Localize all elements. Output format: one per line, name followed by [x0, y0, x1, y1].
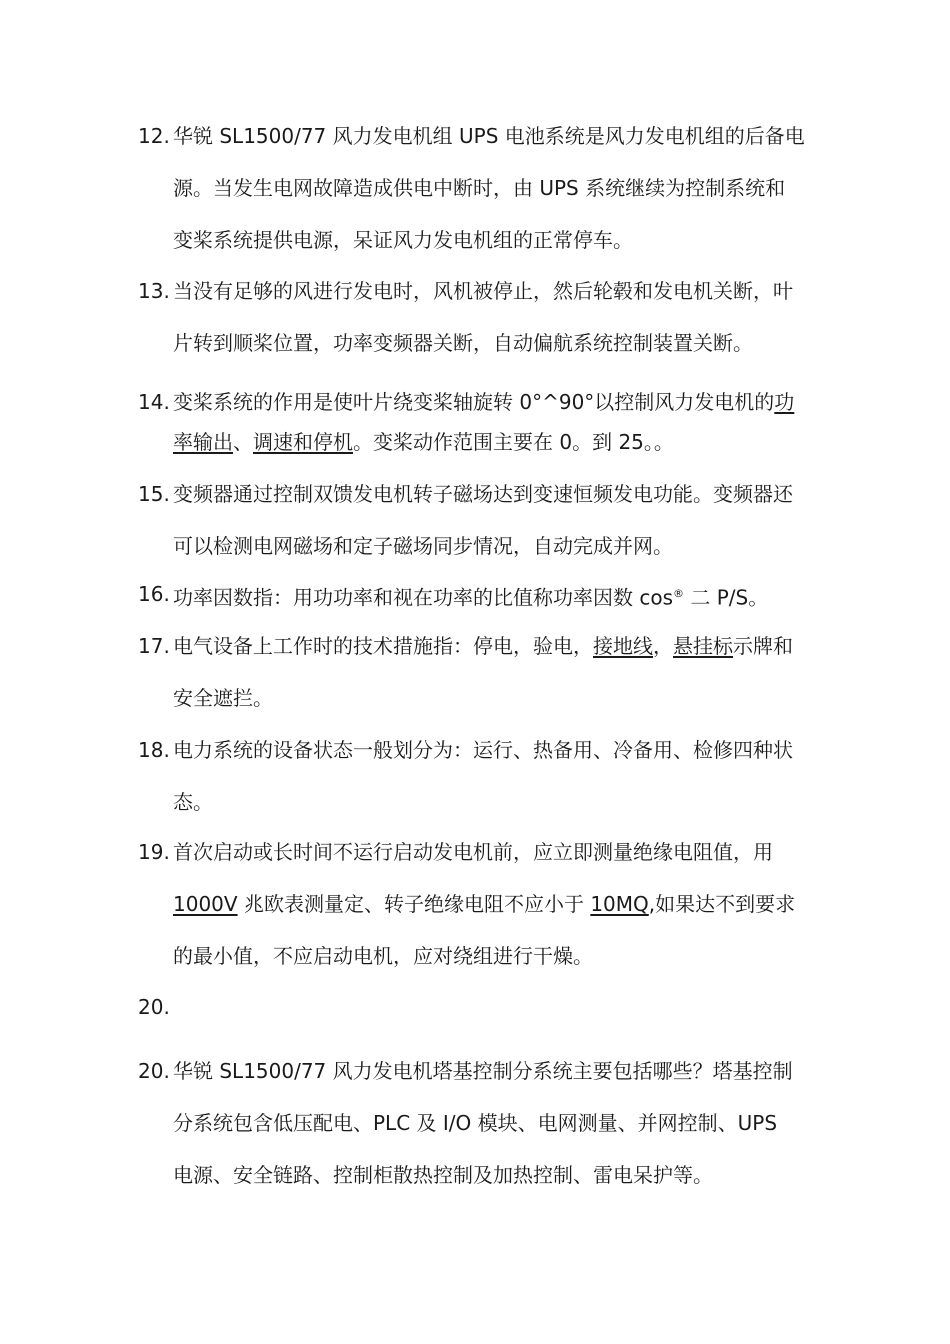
item-text: ， — [653, 634, 673, 658]
item-text-line — [138, 422, 838, 462]
item-text-line: 当没有足够的风进行发电时，风机被停止，然后轮毂和发电机关断，叶 — [173, 279, 793, 303]
item-text-line: 态。 — [173, 790, 213, 814]
item-text-line: 华锐 SL1500/77 风力发电机塔基控制分系统主要包括哪些？塔基控制 — [173, 1059, 793, 1083]
list-item-12 — [138, 110, 838, 266]
underlined-text: 调速和停机 — [253, 430, 353, 454]
item-text: 、 — [233, 430, 253, 454]
item-text-line: 分系统包含低压配电、PLC 及 I/O 模块、电网测量、并网控制、UPS — [173, 1111, 778, 1135]
item-text-line: 源。当发生电网故障造成供电中断时，由 UPS 系统继续为控制系统和 — [173, 176, 786, 200]
item-text-line: 可以检测电网磁场和定子磁场同步情况，自动完成并网。 — [173, 534, 673, 558]
underlined-text: 悬挂标 — [673, 634, 733, 658]
item-text-line: 电力系统的设备状态一般划分为：运行、热备用、冷备用、检修四种状 — [173, 738, 793, 762]
item-text-line: 安全遮拦。 — [173, 686, 273, 710]
item-text-line: 首次启动或长时间不运行启动发电机前，应立即测量绝缘电阻值，用 — [173, 840, 773, 864]
item-number: 12. — [138, 124, 170, 148]
list-item-19 — [138, 826, 838, 982]
superscript-symbol: ® — [673, 587, 685, 600]
item-number: 14. — [138, 390, 170, 414]
list-item-20 — [138, 1045, 838, 1201]
list-item-18 — [138, 724, 838, 828]
item-text: 电气设备上工作时的技术措施指：停电，验电， — [173, 634, 593, 658]
underlined-text: 率输出 — [173, 430, 233, 454]
item-number: 15. — [138, 482, 170, 506]
item-text-line — [138, 382, 838, 422]
item-number: 19. — [138, 840, 170, 864]
item-text-line: 的最小值，不应启动电机，应对绕组进行干燥。 — [173, 944, 593, 968]
underlined-text: 接地线 — [593, 634, 653, 658]
item-text-line — [138, 878, 838, 930]
item-number: 13. — [138, 279, 170, 303]
item-text-line: 变频器通过控制双馈发电机转子磁场达到变速恒频发电功能。变频器还 — [173, 482, 793, 506]
list-item-15 — [138, 468, 838, 572]
item-text-line: 电源、安全链路、控制柜散热控制及加热控制、雷电呆护等。 — [173, 1163, 713, 1187]
item-text-line: 片转到顺桨位置，功率变频器关断，自动偏航系统控制装置关断。 — [173, 331, 753, 355]
item-text-line — [138, 620, 838, 672]
item-number: 20. — [138, 995, 170, 1019]
list-item-20-empty — [138, 981, 838, 1033]
item-text: 变桨系统的作用是使叶片绕变桨轴旋转 0°^90°以控制风力发电机的 — [173, 390, 775, 414]
list-item-13 — [138, 265, 838, 369]
item-text-line — [138, 981, 838, 1033]
underlined-text: 10MQ — [590, 892, 649, 916]
item-number: 20. — [138, 1059, 170, 1083]
item-text: ,如果达不到要求 — [648, 892, 796, 916]
item-number: 18. — [138, 738, 170, 762]
item-text: 二 P/S。 — [684, 585, 769, 610]
item-number: 16. — [138, 582, 170, 606]
item-text: 。变桨动作范围主要在 0。到 25。。 — [353, 430, 674, 454]
item-text-line: 变桨系统提供电源，呆证风力发电机组的正常停车。 — [173, 228, 633, 252]
item-text: 兆欧表测量定、转子绝缘电阻不应小于 — [237, 892, 591, 916]
item-text-line — [138, 568, 838, 624]
list-item-16 — [138, 568, 838, 624]
item-text: 功率因数指：用功功率和视在功率的比值称功率因数 cos — [173, 585, 674, 610]
list-item-14 — [138, 382, 838, 462]
underlined-text: 功 — [774, 390, 795, 414]
item-number: 17. — [138, 634, 170, 658]
underlined-text: 1000V — [173, 892, 238, 916]
item-text: 示牌和 — [733, 634, 793, 658]
list-item-17 — [138, 620, 838, 724]
item-text-line: 华锐 SL1500/77 风力发电机组 UPS 电池系统是风力发电机组的后备电 — [173, 124, 805, 148]
